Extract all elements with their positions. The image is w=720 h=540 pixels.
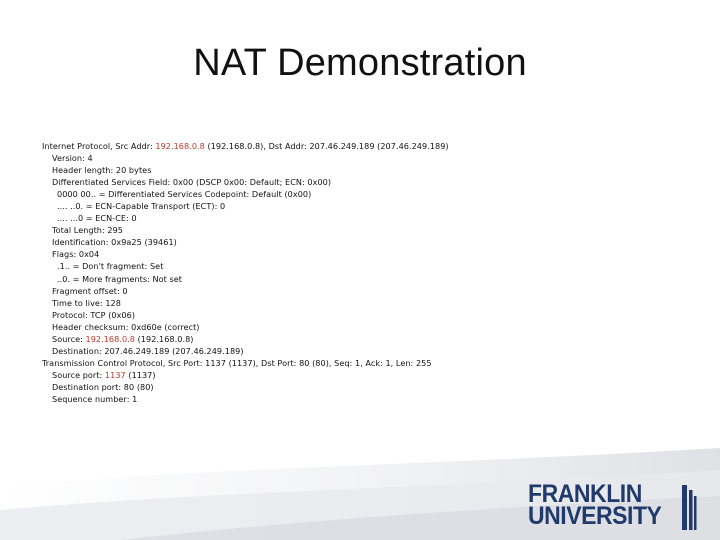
franklin-university-logo (528, 482, 698, 532)
header-length-line: Header length: 20 bytes (52, 165, 152, 176)
logo-mark-icon (648, 482, 700, 532)
ip-src-address: 192.168.0.8 (155, 141, 205, 151)
identification-line: Identification: 0x9a25 (39461) (52, 237, 177, 248)
source-line (42, 333, 682, 345)
logo-line1: FRANKLIN (528, 480, 642, 508)
source-ip: 192.168.0.8 (85, 333, 135, 344)
source-port-prefix: Source port: (52, 369, 105, 380)
ip-suffix: (192.168.0.8), Dst Addr: 207.46.249.189 (207.46.249.189) (204, 141, 449, 151)
destination-port-line: Destination port: 80 (80) (52, 381, 154, 392)
more-fragments-line: ..0. = More fragments: Not set (57, 273, 183, 284)
logo-line2: UNIVERSITY (528, 502, 662, 530)
dscp-line: 0000 00.. = Differentiated Services Codepoint: Default (0x00) (57, 189, 312, 200)
version-line: Version: 4 (52, 153, 93, 164)
sequence-number-line: Sequence number: 1 (52, 393, 138, 404)
dont-fragment-line: .1.. = Don't fragment: Set (57, 261, 164, 272)
source-port-suffix: (1137) (125, 369, 156, 380)
source-suffix: (192.168.0.8) (134, 333, 194, 344)
destination-line: Destination: 207.46.249.189 (207.46.249.189) (52, 345, 244, 356)
slide-title: NAT Demonstration (193, 42, 527, 84)
dsf-line: Differentiated Services Field: 0x00 (DSCP 0x00: Default; ECN: 0x00) (52, 177, 332, 188)
packet-details (42, 140, 682, 405)
source-port-value: 1137 (104, 369, 126, 380)
fragment-offset-line: Fragment offset: 0 (52, 285, 128, 296)
tcp-header-line: Transmission Control Protocol, Src Port: 1137 (1137), Dst Port: 80 (80), Seq: 1, Ack: 1, Len: 255 (42, 357, 432, 368)
ecn-ce-line: .... ...0 = ECN-CE: 0 (57, 213, 137, 224)
ect-line: .... ..0. = ECN-Capable Transport (ECT): 0 (57, 201, 226, 212)
ip-header-line (42, 140, 682, 152)
source-prefix: Source: (52, 333, 86, 344)
protocol-line: Protocol: TCP (0x06) (52, 309, 136, 320)
ttl-line: Time to live: 128 (52, 297, 121, 308)
checksum-line: Header checksum: 0xd60e (correct) (52, 321, 200, 332)
total-length-line: Total Length: 295 (52, 225, 123, 236)
ip-prefix: Internet Protocol, Src Addr: (42, 141, 156, 151)
flags-line: Flags: 0x04 (52, 249, 100, 260)
source-port-line (42, 369, 682, 381)
